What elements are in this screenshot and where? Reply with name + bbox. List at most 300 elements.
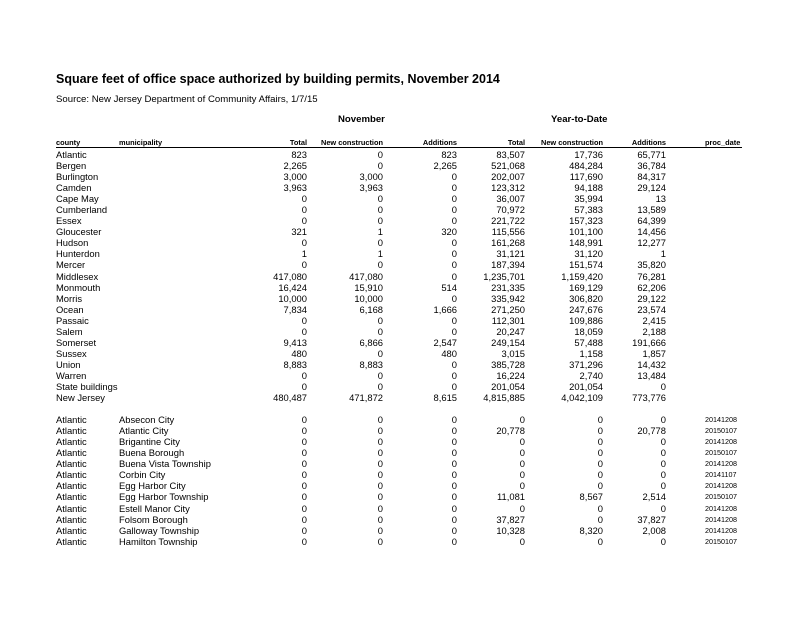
cell-nov-total: 0: [301, 380, 307, 392]
cell-proc-date: 20141208: [705, 459, 737, 469]
cell-ytd-additions: 20,778: [637, 425, 666, 437]
cell-nov-total: 0: [301, 204, 307, 216]
cell-nov-additions: 0: [451, 502, 457, 514]
table-row: [0, 226, 800, 237]
cell-ytd-additions: 2,188: [642, 325, 666, 337]
cell-ytd-new-construction: 1,159,420: [561, 270, 603, 282]
cell-county: New Jersey: [56, 392, 105, 404]
cell-ytd-new-construction: 0: [597, 535, 603, 547]
cell-nov-additions: 0: [451, 491, 457, 503]
cell-nov-new-construction: 1: [377, 226, 383, 238]
cell-nov-additions: 0: [451, 270, 457, 282]
cell-ytd-total: 10,328: [496, 524, 525, 536]
cell-proc-date: 20141208: [705, 514, 737, 524]
cell-ytd-new-construction: 0: [597, 513, 603, 525]
group-header-ytd: Year-to-Date: [551, 114, 608, 125]
data-table: [0, 149, 800, 547]
table-row: [0, 414, 800, 425]
cell-nov-additions: 0: [451, 513, 457, 525]
cell-nov-additions: 0: [451, 292, 457, 304]
cell-nov-additions: 0: [451, 524, 457, 536]
cell-nov-total: 0: [301, 425, 307, 437]
table-row: [0, 503, 800, 514]
table-row: [0, 204, 800, 215]
cell-nov-additions: 0: [451, 414, 457, 426]
table-row: [0, 458, 800, 469]
cell-ytd-total: 20,778: [496, 425, 525, 437]
cell-nov-new-construction: 0: [377, 535, 383, 547]
cell-nov-new-construction: 0: [377, 325, 383, 337]
cell-ytd-total: 335,942: [491, 292, 525, 304]
cell-county: Cape May: [56, 193, 99, 205]
cell-nov-new-construction: 10,000: [354, 292, 383, 304]
cell-ytd-additions: 76,281: [637, 270, 666, 282]
table-row: [0, 182, 800, 193]
cell-nov-new-construction: 6,866: [359, 336, 383, 348]
cell-ytd-new-construction: 94,188: [574, 182, 603, 194]
cell-county: Atlantic: [56, 447, 87, 459]
cell-county: Morris: [56, 292, 83, 304]
cell-county: Atlantic: [56, 480, 87, 492]
header-municipality: municipality: [119, 138, 163, 147]
cell-ytd-new-construction: 0: [597, 469, 603, 481]
cell-nov-new-construction: 0: [377, 215, 383, 227]
cell-ytd-total: 115,556: [491, 226, 525, 238]
cell-nov-additions: 0: [451, 380, 457, 392]
cell-nov-additions: 8,615: [433, 392, 457, 404]
cell-county: Warren: [56, 369, 87, 381]
cell-ytd-new-construction: 17,736: [574, 149, 603, 160]
cell-ytd-new-construction: 35,994: [574, 193, 603, 205]
table-row: [0, 237, 800, 248]
cell-ytd-new-construction: 148,991: [569, 237, 603, 249]
cell-ytd-total: 385,728: [491, 358, 525, 370]
cell-nov-new-construction: 0: [377, 491, 383, 503]
cell-nov-total: 1: [301, 248, 307, 260]
cell-nov-additions: 0: [451, 259, 457, 271]
cell-nov-total: 0: [301, 458, 307, 470]
cell-nov-additions: 0: [451, 480, 457, 492]
cell-nov-additions: 0: [451, 535, 457, 547]
table-row: [0, 193, 800, 204]
cell-ytd-additions: 84,317: [637, 171, 666, 183]
cell-municipality: Atlantic City: [119, 425, 169, 437]
cell-county: Hudson: [56, 237, 89, 249]
header-nov-total: Total: [289, 138, 307, 147]
cell-nov-new-construction: 417,080: [349, 270, 383, 282]
table-row: [0, 304, 800, 315]
cell-ytd-total: 0: [519, 447, 525, 459]
cell-proc-date: 20141208: [705, 503, 737, 513]
table-row: [0, 215, 800, 226]
cell-nov-total: 2,265: [283, 160, 307, 172]
cell-nov-additions: 0: [451, 204, 457, 216]
header-ytd-total: Total: [507, 138, 525, 147]
cell-ytd-additions: 0: [660, 480, 666, 492]
cell-nov-total: 417,080: [273, 270, 307, 282]
table-row: [0, 525, 800, 536]
cell-nov-new-construction: 0: [377, 204, 383, 216]
cell-proc-date: 20141107: [705, 470, 737, 480]
cell-ytd-new-construction: 0: [597, 458, 603, 470]
cell-ytd-additions: 191,666: [632, 336, 666, 348]
cell-ytd-total: 231,335: [491, 281, 525, 293]
cell-county: State buildings: [56, 380, 118, 392]
cell-county: Bergen: [56, 160, 87, 172]
cell-nov-total: 0: [301, 447, 307, 459]
cell-ytd-new-construction: 57,383: [574, 204, 603, 216]
cell-proc-date: 20150107: [705, 492, 737, 502]
header-county: county: [56, 138, 81, 147]
cell-nov-additions: 0: [451, 458, 457, 470]
cell-nov-total: 0: [301, 314, 307, 326]
cell-ytd-total: 0: [519, 535, 525, 547]
cell-municipality: Folsom Borough: [119, 513, 188, 525]
cell-county: Somerset: [56, 336, 97, 348]
cell-nov-total: 480: [291, 347, 307, 359]
cell-county: Monmouth: [56, 281, 101, 293]
cell-ytd-total: 187,394: [491, 259, 525, 271]
cell-ytd-new-construction: 0: [597, 425, 603, 437]
cell-ytd-total: 11,081: [497, 491, 525, 503]
section-spacer: [0, 403, 800, 414]
cell-ytd-total: 0: [519, 469, 525, 481]
cell-ytd-total: 0: [519, 436, 525, 448]
table-row: [0, 359, 800, 370]
cell-nov-total: 0: [301, 325, 307, 337]
cell-nov-new-construction: 0: [377, 380, 383, 392]
cell-ytd-additions: 14,456: [637, 226, 666, 238]
cell-municipality: Hamilton Township: [119, 535, 198, 547]
cell-nov-total: 0: [301, 469, 307, 481]
table-row: [0, 149, 800, 160]
cell-nov-new-construction: 3,000: [359, 171, 383, 183]
cell-ytd-new-construction: 247,676: [569, 303, 603, 315]
cell-ytd-total: 123,312: [491, 182, 525, 194]
cell-county: Middlesex: [56, 270, 99, 282]
cell-county: Camden: [56, 182, 92, 194]
cell-ytd-new-construction: 484,284: [569, 160, 603, 172]
cell-proc-date: 20141208: [705, 525, 737, 535]
cell-county: Atlantic: [56, 469, 87, 481]
cell-nov-new-construction: 0: [377, 259, 383, 271]
cell-ytd-new-construction: 0: [597, 480, 603, 492]
cell-ytd-total: 16,224: [496, 369, 525, 381]
cell-nov-new-construction: 0: [377, 149, 383, 160]
cell-ytd-additions: 2,514: [642, 491, 666, 503]
cell-nov-total: 0: [301, 369, 307, 381]
cell-ytd-additions: 2,415: [642, 314, 666, 326]
cell-ytd-total: 271,250: [491, 303, 525, 315]
cell-ytd-additions: 62,206: [637, 281, 666, 293]
cell-county: Union: [56, 358, 81, 370]
cell-nov-new-construction: 0: [377, 369, 383, 381]
cell-nov-total: 823: [291, 149, 307, 160]
cell-nov-additions: 0: [451, 358, 457, 370]
cell-ytd-additions: 13,589: [637, 204, 666, 216]
cell-nov-total: 0: [301, 414, 307, 426]
cell-ytd-additions: 29,122: [637, 292, 666, 304]
cell-ytd-total: 521,068: [491, 160, 525, 172]
cell-nov-new-construction: 0: [377, 237, 383, 249]
cell-ytd-total: 0: [519, 480, 525, 492]
cell-nov-new-construction: 0: [377, 480, 383, 492]
cell-ytd-total: 83,507: [496, 149, 525, 160]
table-row: [0, 337, 800, 348]
table-row: [0, 326, 800, 337]
cell-ytd-new-construction: 57,488: [574, 336, 603, 348]
cell-nov-new-construction: 1: [377, 248, 383, 260]
cell-county: Atlantic: [56, 502, 87, 514]
cell-ytd-total: 20,247: [496, 325, 525, 337]
cell-county: Atlantic: [56, 491, 87, 503]
cell-nov-additions: 2,547: [433, 336, 457, 348]
table-row: [0, 293, 800, 304]
cell-ytd-total: 0: [519, 458, 525, 470]
cell-ytd-new-construction: 117,690: [569, 171, 603, 183]
cell-nov-new-construction: 0: [377, 160, 383, 172]
cell-nov-total: 16,424: [278, 281, 307, 293]
cell-municipality: Buena Vista Township: [119, 458, 211, 470]
cell-ytd-additions: 1: [660, 248, 666, 260]
cell-nov-new-construction: 0: [377, 425, 383, 437]
cell-nov-additions: 0: [451, 447, 457, 459]
cell-nov-new-construction: 0: [377, 414, 383, 426]
cell-county: Hunterdon: [56, 248, 100, 260]
cell-ytd-additions: 23,574: [637, 303, 666, 315]
cell-ytd-new-construction: 18,059: [574, 325, 603, 337]
cell-ytd-new-construction: 101,100: [569, 226, 603, 238]
cell-municipality: Estell Manor City: [119, 502, 190, 514]
cell-nov-additions: 0: [451, 215, 457, 227]
cell-nov-total: 10,000: [278, 292, 307, 304]
cell-county: Salem: [56, 325, 83, 337]
group-header-november: November: [338, 114, 385, 125]
cell-ytd-additions: 773,776: [632, 392, 666, 404]
cell-nov-additions: 0: [451, 325, 457, 337]
cell-ytd-additions: 0: [660, 447, 666, 459]
cell-ytd-new-construction: 8,320: [579, 524, 603, 536]
cell-ytd-total: 1,235,701: [483, 270, 525, 282]
cell-ytd-total: 249,154: [491, 336, 525, 348]
cell-county: Ocean: [56, 303, 84, 315]
cell-nov-total: 9,413: [283, 336, 307, 348]
cell-ytd-additions: 0: [660, 502, 666, 514]
table-row: [0, 348, 800, 359]
table-row: [0, 171, 800, 182]
table-row: [0, 370, 800, 381]
cell-proc-date: 20141208: [705, 437, 737, 447]
cell-ytd-additions: 0: [660, 458, 666, 470]
cell-ytd-total: 201,054: [491, 380, 525, 392]
cell-ytd-new-construction: 4,042,109: [561, 392, 603, 404]
cell-ytd-additions: 29,124: [637, 182, 666, 194]
cell-ytd-additions: 13,484: [637, 369, 666, 381]
table-row: [0, 248, 800, 259]
cell-nov-total: 3,963: [283, 182, 307, 194]
cell-nov-additions: 0: [451, 193, 457, 205]
header-ytd-additions: Additions: [631, 138, 666, 147]
cell-ytd-additions: 37,827: [637, 513, 666, 525]
cell-ytd-additions: 13: [655, 193, 666, 205]
cell-proc-date: 20150107: [705, 536, 737, 546]
cell-ytd-additions: 0: [660, 469, 666, 481]
cell-ytd-additions: 0: [660, 436, 666, 448]
cell-nov-new-construction: 0: [377, 469, 383, 481]
cell-nov-additions: 0: [451, 182, 457, 194]
cell-county: Atlantic: [56, 414, 87, 426]
cell-nov-total: 0: [301, 524, 307, 536]
cell-nov-additions: 2,265: [433, 160, 457, 172]
cell-ytd-additions: 12,277: [637, 237, 666, 249]
table-row: [0, 381, 800, 392]
cell-ytd-total: 0: [519, 414, 525, 426]
cell-nov-additions: 0: [451, 469, 457, 481]
cell-nov-additions: 823: [441, 149, 457, 160]
cell-nov-total: 0: [301, 491, 307, 503]
cell-ytd-additions: 2,008: [642, 524, 666, 536]
table-row: [0, 315, 800, 326]
cell-nov-total: 3,000: [283, 171, 307, 183]
cell-nov-total: 7,834: [283, 303, 307, 315]
cell-nov-additions: 0: [451, 425, 457, 437]
cell-nov-additions: 0: [451, 369, 457, 381]
table-row: [0, 447, 800, 458]
cell-nov-additions: 0: [451, 248, 457, 260]
cell-municipality: Absecon City: [119, 414, 175, 426]
table-row: [0, 425, 800, 436]
cell-ytd-additions: 1,857: [642, 347, 666, 359]
header-ytd-new-construction: New construction: [540, 138, 603, 147]
cell-nov-new-construction: 0: [377, 436, 383, 448]
cell-ytd-new-construction: 306,820: [569, 292, 603, 304]
cell-municipality: Galloway Township: [119, 524, 200, 536]
cell-nov-total: 480,487: [273, 392, 307, 404]
table-row: [0, 469, 800, 480]
cell-ytd-total: 161,268: [491, 237, 525, 249]
cell-ytd-total: 4,815,885: [483, 392, 525, 404]
cell-nov-new-construction: 0: [377, 447, 383, 459]
cell-county: Atlantic: [56, 149, 87, 160]
cell-proc-date: 20150107: [705, 448, 737, 458]
cell-nov-new-construction: 0: [377, 524, 383, 536]
cell-county: Gloucester: [56, 226, 102, 238]
cell-county: Atlantic: [56, 535, 87, 547]
cell-ytd-total: 0: [519, 502, 525, 514]
report-title: Square feet of office space authorized by building permits, November 2014: [56, 72, 500, 86]
cell-nov-total: 321: [291, 226, 307, 238]
cell-ytd-new-construction: 157,323: [569, 215, 603, 227]
cell-nov-new-construction: 0: [377, 314, 383, 326]
cell-ytd-additions: 35,820: [637, 259, 666, 271]
cell-county: Burlington: [56, 171, 99, 183]
cell-nov-total: 0: [301, 436, 307, 448]
cell-county: Atlantic: [56, 458, 87, 470]
cell-ytd-additions: 0: [660, 380, 666, 392]
cell-ytd-new-construction: 31,120: [574, 248, 603, 260]
cell-county: Sussex: [56, 347, 87, 359]
table-row: [0, 436, 800, 447]
table-row: [0, 514, 800, 525]
cell-ytd-new-construction: 0: [597, 436, 603, 448]
cell-ytd-new-construction: 201,054: [569, 380, 603, 392]
cell-ytd-new-construction: 2,740: [579, 369, 603, 381]
header-proc-date: proc_date: [705, 138, 741, 147]
table-row: [0, 392, 800, 403]
cell-nov-additions: 0: [451, 171, 457, 183]
cell-nov-additions: 1,666: [433, 303, 457, 315]
cell-county: Atlantic: [56, 425, 87, 437]
cell-county: Mercer: [56, 259, 86, 271]
cell-municipality: Brigantine City: [119, 436, 180, 448]
header-nov-additions: Additions: [422, 138, 457, 147]
cell-nov-new-construction: 0: [377, 513, 383, 525]
cell-nov-total: 0: [301, 513, 307, 525]
cell-ytd-new-construction: 169,129: [569, 281, 603, 293]
cell-nov-additions: 0: [451, 436, 457, 448]
table-row: [0, 271, 800, 282]
cell-nov-total: 0: [301, 215, 307, 227]
cell-ytd-total: 36,007: [496, 193, 525, 205]
cell-ytd-total: 202,007: [491, 171, 525, 183]
cell-county: Cumberland: [56, 204, 108, 216]
cell-nov-new-construction: 0: [377, 347, 383, 359]
cell-ytd-additions: 36,784: [637, 160, 666, 172]
table-row: [0, 491, 800, 502]
cell-nov-additions: 320: [441, 226, 457, 238]
cell-county: Atlantic: [56, 436, 87, 448]
cell-ytd-new-construction: 8,567: [579, 491, 603, 503]
cell-county: Passaic: [56, 314, 89, 326]
cell-nov-new-construction: 471,872: [349, 392, 383, 404]
cell-ytd-new-construction: 151,574: [569, 259, 603, 271]
cell-nov-new-construction: 8,883: [359, 358, 383, 370]
cell-nov-new-construction: 0: [377, 193, 383, 205]
cell-ytd-additions: 0: [660, 414, 666, 426]
report-source: Source: New Jersey Department of Community Affairs, 1/7/15: [56, 94, 318, 105]
cell-ytd-new-construction: 0: [597, 502, 603, 514]
cell-municipality: Egg Harbor Township: [119, 491, 209, 503]
cell-ytd-total: 70,972: [496, 204, 525, 216]
cell-proc-date: 20141208: [705, 415, 737, 425]
cell-ytd-total: 112,301: [491, 314, 525, 326]
header-divider: [56, 147, 742, 148]
cell-ytd-total: 3,015: [501, 347, 525, 359]
cell-ytd-additions: 14,432: [637, 358, 666, 370]
cell-ytd-new-construction: 1,158: [579, 347, 603, 359]
table-row: [0, 160, 800, 171]
table-row: [0, 480, 800, 491]
cell-proc-date: 20150107: [705, 426, 737, 436]
cell-ytd-new-construction: 109,886: [569, 314, 603, 326]
cell-ytd-total: 37,827: [496, 513, 525, 525]
cell-nov-total: 0: [301, 237, 307, 249]
cell-ytd-new-construction: 0: [597, 447, 603, 459]
cell-county: Atlantic: [56, 524, 87, 536]
cell-ytd-new-construction: 371,296: [569, 358, 603, 370]
cell-ytd-additions: 64,399: [637, 215, 666, 227]
cell-ytd-additions: 0: [660, 535, 666, 547]
cell-nov-total: 8,883: [283, 358, 307, 370]
cell-ytd-additions: 65,771: [637, 149, 666, 160]
cell-nov-new-construction: 15,910: [354, 281, 383, 293]
cell-nov-total: 0: [301, 535, 307, 547]
table-row: [0, 282, 800, 293]
cell-ytd-total: 221,722: [491, 215, 525, 227]
cell-nov-additions: 0: [451, 237, 457, 249]
cell-nov-total: 0: [301, 193, 307, 205]
cell-ytd-new-construction: 0: [597, 414, 603, 426]
